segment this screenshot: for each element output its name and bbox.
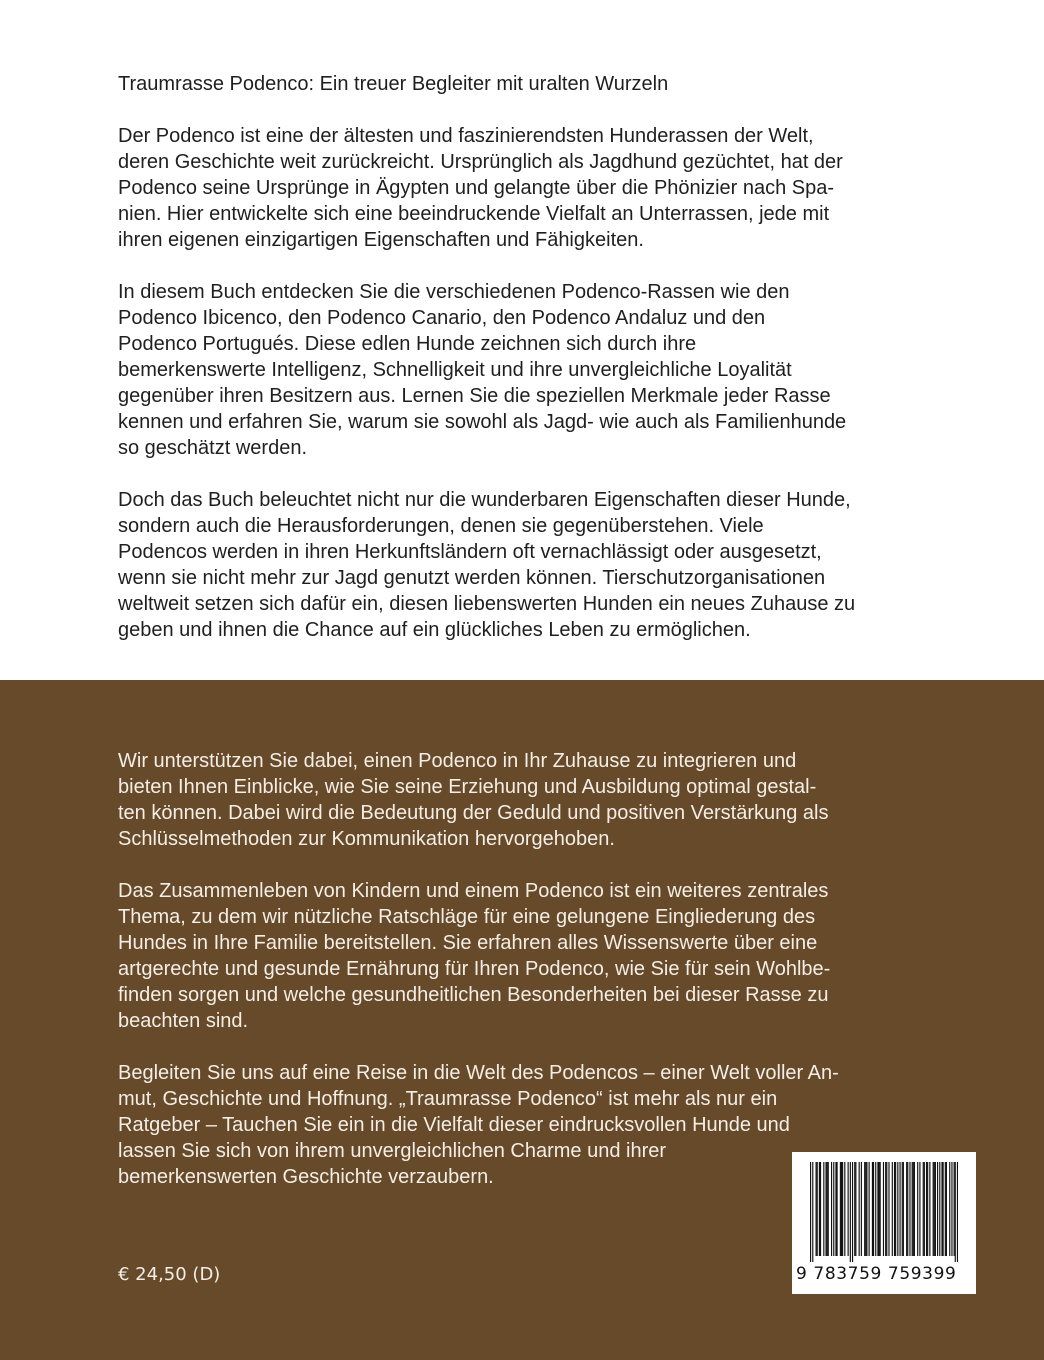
barcode-bar bbox=[844, 1162, 845, 1256]
text-line: ten können. Dabei wird die Bedeutung der Geduld und positiven Verstärkung als bbox=[118, 802, 829, 824]
barcode-bar bbox=[823, 1162, 824, 1256]
barcode-bar bbox=[949, 1162, 950, 1256]
barcode-bar bbox=[895, 1162, 896, 1256]
barcode-bar bbox=[872, 1162, 873, 1256]
text-line: Thema, zu dem wir nützliche Ratschläge für eine gelungene Eingliederung des bbox=[118, 906, 816, 928]
text-line: finden sorgen und welche gesundheitlichen Besonderheiten bei dieser Rasse zu bbox=[118, 984, 829, 1006]
barcode-bar bbox=[840, 1162, 841, 1256]
text-line: lassen Sie sich von ihrem unvergleichlichen Charme und ihrer bbox=[118, 1140, 667, 1162]
barcode-bar bbox=[941, 1162, 942, 1256]
text-line: Ratgeber – Tauchen Sie ein in die Vielfalt dieser eindrucksvollen Hunde und bbox=[118, 1114, 790, 1136]
barcode-bar bbox=[859, 1162, 860, 1256]
barcode-bar bbox=[848, 1162, 849, 1256]
text-line: wenn sie nicht mehr zur Jagd genutzt werden können. Tierschutzorganisationen bbox=[118, 567, 826, 589]
text-line: Doch das Buch beleuchtet nicht nur die wunderbaren Eigenschaften dieser Hunde, bbox=[118, 489, 851, 511]
text-line: kennen und erfahren Sie, warum sie sowohl als Jagd- wie auch als Familienhunde bbox=[118, 411, 847, 433]
barcode-bar bbox=[926, 1162, 927, 1256]
barcode-bar bbox=[955, 1162, 956, 1262]
barcode-bar bbox=[819, 1162, 820, 1256]
barcode-bar bbox=[850, 1162, 851, 1262]
barcode-bar bbox=[810, 1162, 811, 1262]
barcode-bar bbox=[957, 1162, 958, 1262]
barcode-bar bbox=[954, 1162, 955, 1256]
barcode-bar bbox=[917, 1162, 918, 1256]
barcode-bar bbox=[837, 1162, 838, 1256]
barcode-bar bbox=[929, 1162, 930, 1256]
barcode-bar bbox=[812, 1162, 813, 1262]
paragraph-challenges bbox=[118, 487, 918, 643]
text-line: Wir unterstützen Sie dabei, einen Podenco in Ihr Zuhause zu integrieren und bbox=[118, 750, 797, 772]
barcode-bar bbox=[902, 1162, 903, 1256]
barcode-bar bbox=[816, 1162, 817, 1256]
text-line: Podenco seine Ursprünge in Ägypten und gelangte über die Phönizier nach Spa- bbox=[118, 177, 835, 199]
text-line: bemerkenswerte Intelligenz, Schnelligkeit und ihre unvergleichliche Loyalität bbox=[118, 359, 792, 381]
barcode-bar bbox=[888, 1162, 889, 1256]
barcode-bar bbox=[903, 1162, 904, 1256]
barcode-bar bbox=[825, 1162, 826, 1256]
barcode-bar bbox=[866, 1162, 867, 1256]
price-label: € 24,50 (D) bbox=[118, 1264, 221, 1285]
barcode-bar bbox=[878, 1162, 879, 1256]
text-line: bieten Ihnen Einblicke, wie Sie seine Erziehung und Ausbildung optimal gestal- bbox=[118, 776, 817, 798]
text-line: Podenco Portugués. Diese edlen Hunde zeichnen sich durch ihre bbox=[118, 333, 697, 355]
barcode-bar bbox=[933, 1162, 934, 1256]
barcode-bar bbox=[855, 1162, 856, 1256]
barcode-bar bbox=[934, 1162, 935, 1256]
barcode-bar bbox=[831, 1162, 832, 1256]
barcode-bar bbox=[927, 1162, 928, 1256]
text-line: ihren eigenen einzigartigen Eigenschaften und Fähigkeiten. bbox=[118, 229, 644, 251]
barcode-bar bbox=[827, 1162, 828, 1256]
text-line: In diesem Buch entdecken Sie die verschiedenen Podenco-Rassen wie den bbox=[118, 281, 790, 303]
text-line: gegenüber ihren Besitzern aus. Lernen Sie die speziellen Merkmale jeder Rasse bbox=[118, 385, 831, 407]
text-line: Das Zusammenleben von Kindern und einem Podenco ist ein weiteres zentrales bbox=[118, 880, 829, 902]
barcode-bar bbox=[924, 1162, 925, 1256]
barcode-bar bbox=[861, 1162, 862, 1256]
barcode-bar bbox=[939, 1162, 940, 1256]
text-line: sondern auch die Herausforderungen, denen sie gegenüberstehen. Viele bbox=[118, 515, 764, 537]
barcode-bar bbox=[894, 1162, 895, 1256]
barcode-bar bbox=[875, 1162, 876, 1256]
barcode-bars bbox=[810, 1162, 958, 1262]
barcode-bar bbox=[892, 1162, 893, 1256]
barcode-bar bbox=[945, 1162, 946, 1256]
barcode-bar bbox=[852, 1162, 853, 1262]
text-line: bemerkenswerten Geschichte verzaubern. bbox=[118, 1166, 494, 1188]
barcode-bar bbox=[912, 1162, 913, 1256]
barcode-bar bbox=[828, 1162, 829, 1256]
text-line: Der Podenco ist eine der ältesten und faszinierendsten Hunderassen der Welt, bbox=[118, 125, 814, 147]
barcode-bar bbox=[919, 1162, 920, 1256]
text-line: nien. Hier entwickelte sich eine beeindruckende Vielfalt an Unterrassen, jede mit bbox=[118, 203, 830, 225]
barcode-bar bbox=[907, 1162, 908, 1256]
text-line: Podencos werden in ihren Herkunftsländern oft vernachlässigt oder ausgesetzt, bbox=[118, 541, 822, 563]
barcode-bar bbox=[841, 1162, 842, 1256]
barcode-bar bbox=[899, 1162, 900, 1256]
barcode-bar bbox=[820, 1162, 821, 1256]
text-line: deren Geschichte weit zurückreicht. Ursprünglich als Jagdhund gezüchtet, hat der bbox=[118, 151, 843, 173]
barcode-bar bbox=[906, 1162, 907, 1256]
text-line: weltweit setzen sich dafür ein, diesen liebenswerten Hunden ein neues Zuhause zu bbox=[118, 593, 856, 615]
barcode-bar bbox=[880, 1162, 881, 1256]
text-line: Schlüsselmethoden zur Kommunikation hervorgehoben. bbox=[118, 828, 615, 850]
barcode-bar bbox=[883, 1162, 884, 1256]
barcode-bar bbox=[914, 1162, 915, 1256]
barcode-bar bbox=[937, 1162, 938, 1256]
barcode-bar bbox=[835, 1162, 836, 1256]
barcode-bar bbox=[865, 1162, 866, 1256]
title-text: Traumrasse Podenco: Ein treuer Begleiter mit uralten Wurzeln bbox=[118, 73, 669, 95]
text-line: Hundes in Ihre Familie bereitstellen. Sie erfahren alles Wissenswerte über eine bbox=[118, 932, 818, 954]
paragraph-integration bbox=[118, 748, 918, 852]
text-line: Podenco Ibicenco, den Podenco Canario, den Podenco Andaluz und den bbox=[118, 307, 766, 329]
barcode-bar bbox=[854, 1162, 855, 1256]
text-line: mut, Geschichte und Hoffnung. „Traumrasse Podenco“ ist mehr als nur ein bbox=[118, 1088, 778, 1110]
barcode-bar bbox=[833, 1162, 834, 1256]
barcode-bar bbox=[951, 1162, 952, 1256]
text-line: Begleiten Sie uns auf eine Reise in die Welt des Podencos – einer Welt voller An- bbox=[118, 1062, 839, 1084]
barcode-bar bbox=[885, 1162, 886, 1256]
barcode-bar bbox=[869, 1162, 870, 1256]
paragraph-breeds bbox=[118, 279, 918, 461]
book-title-line bbox=[118, 71, 918, 97]
barcode-bar bbox=[935, 1162, 936, 1256]
barcode-bar bbox=[842, 1162, 843, 1256]
barcode bbox=[792, 1152, 976, 1294]
barcode-bar bbox=[909, 1162, 910, 1256]
barcode-bar bbox=[897, 1162, 898, 1256]
barcode-bar bbox=[943, 1162, 944, 1256]
text-line: so geschätzt werden. bbox=[118, 437, 307, 459]
text-line: beachten sind. bbox=[118, 1010, 249, 1032]
barcode-bar bbox=[864, 1162, 865, 1256]
barcode-bar bbox=[913, 1162, 914, 1256]
paragraph-family bbox=[118, 878, 918, 1034]
barcode-bar bbox=[877, 1162, 878, 1256]
text-line: geben und ihnen die Chance auf ein glückliches Leben zu ermöglichen. bbox=[118, 619, 751, 641]
paragraph-history bbox=[118, 123, 918, 253]
barcode-bar bbox=[817, 1162, 818, 1256]
text-line: artgerechte und gesunde Ernährung für Ihren Podenco, wie Sie für sein Wohlbe- bbox=[118, 958, 831, 980]
barcode-bar bbox=[946, 1162, 947, 1256]
isbn-digits: 9 783759 759399 bbox=[796, 1264, 957, 1284]
barcode-bar bbox=[886, 1162, 887, 1256]
barcode-bar bbox=[873, 1162, 874, 1256]
barcode-bar bbox=[923, 1162, 924, 1256]
